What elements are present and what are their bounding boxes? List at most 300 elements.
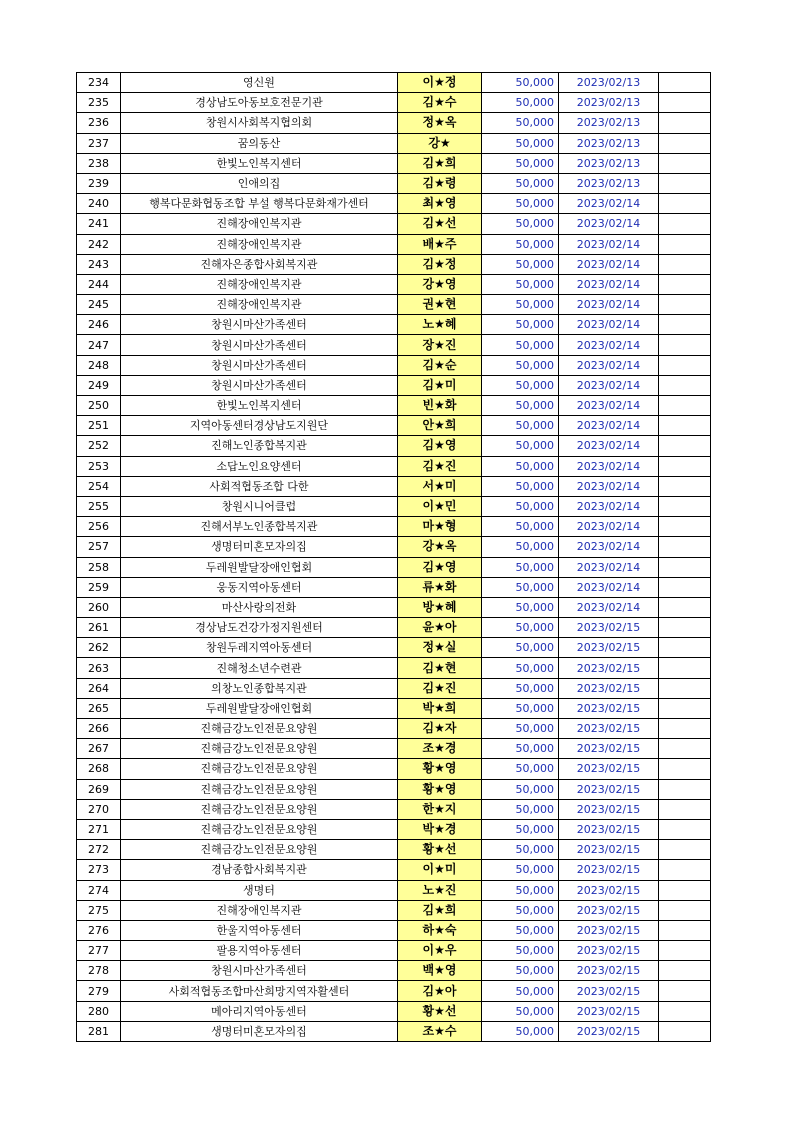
- amount-cell: 50,000: [482, 1021, 559, 1041]
- organization-cell: 진해장애인복지관: [121, 214, 398, 234]
- date-cell: 2023/02/14: [559, 517, 659, 537]
- row-number-cell: 279: [77, 981, 121, 1001]
- amount-cell: 50,000: [482, 315, 559, 335]
- row-number-cell: 270: [77, 799, 121, 819]
- recipient-name-cell: 김★령: [398, 173, 482, 193]
- blank-cell: [659, 557, 711, 577]
- organization-cell: 소답노인요양센터: [121, 456, 398, 476]
- table-row: [77, 436, 711, 456]
- organization-cell: 한빛노인복지센터: [121, 396, 398, 416]
- amount-cell: 50,000: [482, 375, 559, 395]
- recipient-name-cell: 노★혜: [398, 315, 482, 335]
- organization-cell: 진해서부노인종합복지관: [121, 517, 398, 537]
- table-row: [77, 840, 711, 860]
- table-row: [77, 981, 711, 1001]
- amount-cell: 50,000: [482, 355, 559, 375]
- amount-cell: 50,000: [482, 93, 559, 113]
- recipient-name-cell: 김★선: [398, 214, 482, 234]
- row-number-cell: 272: [77, 840, 121, 860]
- amount-cell: 50,000: [482, 396, 559, 416]
- amount-cell: 50,000: [482, 173, 559, 193]
- row-number-cell: 253: [77, 456, 121, 476]
- date-cell: 2023/02/15: [559, 900, 659, 920]
- table-row: [77, 719, 711, 739]
- amount-cell: 50,000: [482, 739, 559, 759]
- blank-cell: [659, 375, 711, 395]
- table-row: [77, 759, 711, 779]
- amount-cell: 50,000: [482, 698, 559, 718]
- donation-table: [76, 72, 711, 1042]
- date-cell: 2023/02/15: [559, 860, 659, 880]
- blank-cell: [659, 295, 711, 315]
- organization-cell: 진해자은종합사회복지관: [121, 254, 398, 274]
- blank-cell: [659, 517, 711, 537]
- blank-cell: [659, 355, 711, 375]
- date-cell: 2023/02/13: [559, 133, 659, 153]
- table-row: [77, 557, 711, 577]
- row-number-cell: 263: [77, 658, 121, 678]
- recipient-name-cell: 김★순: [398, 355, 482, 375]
- recipient-name-cell: 빈★화: [398, 396, 482, 416]
- date-cell: 2023/02/15: [559, 719, 659, 739]
- date-cell: 2023/02/13: [559, 153, 659, 173]
- table-row: [77, 597, 711, 617]
- date-cell: 2023/02/15: [559, 799, 659, 819]
- amount-cell: 50,000: [482, 840, 559, 860]
- table-row: [77, 113, 711, 133]
- date-cell: 2023/02/14: [559, 254, 659, 274]
- amount-cell: 50,000: [482, 113, 559, 133]
- table-row: [77, 133, 711, 153]
- blank-cell: [659, 759, 711, 779]
- date-cell: 2023/02/14: [559, 214, 659, 234]
- date-cell: 2023/02/15: [559, 819, 659, 839]
- date-cell: 2023/02/14: [559, 315, 659, 335]
- date-cell: 2023/02/14: [559, 335, 659, 355]
- row-number-cell: 241: [77, 214, 121, 234]
- table-row: [77, 678, 711, 698]
- blank-cell: [659, 779, 711, 799]
- organization-cell: 영신원: [121, 73, 398, 93]
- row-number-cell: 248: [77, 355, 121, 375]
- date-cell: 2023/02/15: [559, 739, 659, 759]
- row-number-cell: 265: [77, 698, 121, 718]
- table-row: [77, 254, 711, 274]
- recipient-name-cell: 박★희: [398, 698, 482, 718]
- table-row: [77, 355, 711, 375]
- amount-cell: 50,000: [482, 517, 559, 537]
- organization-cell: 지역아동센터경상남도지원단: [121, 416, 398, 436]
- table-row: [77, 1021, 711, 1041]
- table-row: [77, 274, 711, 294]
- recipient-name-cell: 황★영: [398, 779, 482, 799]
- recipient-name-cell: 박★경: [398, 819, 482, 839]
- row-number-cell: 257: [77, 537, 121, 557]
- recipient-name-cell: 이★정: [398, 73, 482, 93]
- recipient-name-cell: 강★영: [398, 274, 482, 294]
- blank-cell: [659, 315, 711, 335]
- date-cell: 2023/02/13: [559, 173, 659, 193]
- amount-cell: 50,000: [482, 900, 559, 920]
- blank-cell: [659, 416, 711, 436]
- recipient-name-cell: 서★미: [398, 476, 482, 496]
- row-number-cell: 243: [77, 254, 121, 274]
- table-row: [77, 941, 711, 961]
- organization-cell: 진해장애인복지관: [121, 234, 398, 254]
- row-number-cell: 276: [77, 920, 121, 940]
- row-number-cell: 240: [77, 194, 121, 214]
- date-cell: 2023/02/14: [559, 416, 659, 436]
- amount-cell: 50,000: [482, 153, 559, 173]
- recipient-name-cell: 백★영: [398, 961, 482, 981]
- row-number-cell: 260: [77, 597, 121, 617]
- table-row: [77, 375, 711, 395]
- date-cell: 2023/02/14: [559, 355, 659, 375]
- row-number-cell: 242: [77, 234, 121, 254]
- row-number-cell: 278: [77, 961, 121, 981]
- row-number-cell: 266: [77, 719, 121, 739]
- row-number-cell: 259: [77, 577, 121, 597]
- amount-cell: 50,000: [482, 941, 559, 961]
- amount-cell: 50,000: [482, 456, 559, 476]
- table-row: [77, 194, 711, 214]
- blank-cell: [659, 739, 711, 759]
- row-number-cell: 256: [77, 517, 121, 537]
- date-cell: 2023/02/14: [559, 436, 659, 456]
- row-number-cell: 280: [77, 1001, 121, 1021]
- table-row: [77, 396, 711, 416]
- recipient-name-cell: 김★미: [398, 375, 482, 395]
- table-row: [77, 618, 711, 638]
- table-row: [77, 517, 711, 537]
- amount-cell: 50,000: [482, 799, 559, 819]
- amount-cell: 50,000: [482, 436, 559, 456]
- row-number-cell: 258: [77, 557, 121, 577]
- recipient-name-cell: 강★: [398, 133, 482, 153]
- recipient-name-cell: 안★희: [398, 416, 482, 436]
- blank-cell: [659, 496, 711, 516]
- amount-cell: 50,000: [482, 194, 559, 214]
- date-cell: 2023/02/15: [559, 759, 659, 779]
- blank-cell: [659, 840, 711, 860]
- table-row: [77, 698, 711, 718]
- recipient-name-cell: 이★민: [398, 496, 482, 516]
- organization-cell: 창원시마산가족센터: [121, 375, 398, 395]
- amount-cell: 50,000: [482, 133, 559, 153]
- date-cell: 2023/02/13: [559, 73, 659, 93]
- blank-cell: [659, 698, 711, 718]
- organization-cell: 진해청소년수련관: [121, 658, 398, 678]
- organization-cell: 의창노인종합복지관: [121, 678, 398, 698]
- organization-cell: 인애의집: [121, 173, 398, 193]
- blank-cell: [659, 396, 711, 416]
- amount-cell: 50,000: [482, 618, 559, 638]
- recipient-name-cell: 김★영: [398, 436, 482, 456]
- amount-cell: 50,000: [482, 274, 559, 294]
- date-cell: 2023/02/14: [559, 496, 659, 516]
- recipient-name-cell: 김★현: [398, 658, 482, 678]
- organization-cell: 창원시마산가족센터: [121, 315, 398, 335]
- table-row: [77, 799, 711, 819]
- organization-cell: 창원시마산가족센터: [121, 335, 398, 355]
- recipient-name-cell: 장★진: [398, 335, 482, 355]
- row-number-cell: 275: [77, 900, 121, 920]
- date-cell: 2023/02/14: [559, 194, 659, 214]
- recipient-name-cell: 김★희: [398, 900, 482, 920]
- organization-cell: 진해금강노인전문요양원: [121, 840, 398, 860]
- table-row: [77, 73, 711, 93]
- table-row: [77, 577, 711, 597]
- row-number-cell: 251: [77, 416, 121, 436]
- blank-cell: [659, 941, 711, 961]
- organization-cell: 진해금강노인전문요양원: [121, 799, 398, 819]
- table-row: [77, 880, 711, 900]
- organization-cell: 마산사랑의전화: [121, 597, 398, 617]
- recipient-name-cell: 김★자: [398, 719, 482, 739]
- row-number-cell: 274: [77, 880, 121, 900]
- recipient-name-cell: 배★주: [398, 234, 482, 254]
- organization-cell: 진해금강노인전문요양원: [121, 759, 398, 779]
- organization-cell: 두레원발달장애인협회: [121, 557, 398, 577]
- table-row: [77, 739, 711, 759]
- recipient-name-cell: 방★혜: [398, 597, 482, 617]
- recipient-name-cell: 이★미: [398, 860, 482, 880]
- table-row: [77, 476, 711, 496]
- table-row: [77, 819, 711, 839]
- recipient-name-cell: 정★실: [398, 638, 482, 658]
- date-cell: 2023/02/14: [559, 557, 659, 577]
- recipient-name-cell: 김★희: [398, 153, 482, 173]
- blank-cell: [659, 73, 711, 93]
- table-row: [77, 658, 711, 678]
- row-number-cell: 264: [77, 678, 121, 698]
- table-row: [77, 537, 711, 557]
- amount-cell: 50,000: [482, 981, 559, 1001]
- recipient-name-cell: 조★경: [398, 739, 482, 759]
- row-number-cell: 261: [77, 618, 121, 638]
- organization-cell: 한울지역아동센터: [121, 920, 398, 940]
- recipient-name-cell: 마★형: [398, 517, 482, 537]
- recipient-name-cell: 노★진: [398, 880, 482, 900]
- amount-cell: 50,000: [482, 416, 559, 436]
- amount-cell: 50,000: [482, 295, 559, 315]
- organization-cell: 진해금강노인전문요양원: [121, 739, 398, 759]
- date-cell: 2023/02/15: [559, 618, 659, 638]
- amount-cell: 50,000: [482, 476, 559, 496]
- table-row: [77, 335, 711, 355]
- date-cell: 2023/02/14: [559, 375, 659, 395]
- amount-cell: 50,000: [482, 880, 559, 900]
- blank-cell: [659, 1021, 711, 1041]
- amount-cell: 50,000: [482, 214, 559, 234]
- organization-cell: 진해노인종합복지관: [121, 436, 398, 456]
- date-cell: 2023/02/14: [559, 476, 659, 496]
- recipient-name-cell: 김★정: [398, 254, 482, 274]
- row-number-cell: 235: [77, 93, 121, 113]
- organization-cell: 꿈의동산: [121, 133, 398, 153]
- amount-cell: 50,000: [482, 597, 559, 617]
- blank-cell: [659, 194, 711, 214]
- date-cell: 2023/02/14: [559, 274, 659, 294]
- date-cell: 2023/02/14: [559, 295, 659, 315]
- amount-cell: 50,000: [482, 719, 559, 739]
- recipient-name-cell: 김★수: [398, 93, 482, 113]
- date-cell: 2023/02/15: [559, 941, 659, 961]
- table-row: [77, 638, 711, 658]
- table-row: [77, 93, 711, 113]
- row-number-cell: 268: [77, 759, 121, 779]
- table-row: [77, 173, 711, 193]
- amount-cell: 50,000: [482, 537, 559, 557]
- blank-cell: [659, 214, 711, 234]
- blank-cell: [659, 93, 711, 113]
- recipient-name-cell: 하★숙: [398, 920, 482, 940]
- date-cell: 2023/02/15: [559, 880, 659, 900]
- row-number-cell: 238: [77, 153, 121, 173]
- table-row: [77, 214, 711, 234]
- table-row: [77, 961, 711, 981]
- blank-cell: [659, 819, 711, 839]
- table-row: [77, 234, 711, 254]
- row-number-cell: 271: [77, 819, 121, 839]
- amount-cell: 50,000: [482, 557, 559, 577]
- blank-cell: [659, 638, 711, 658]
- row-number-cell: 281: [77, 1021, 121, 1041]
- row-number-cell: 262: [77, 638, 121, 658]
- blank-cell: [659, 900, 711, 920]
- date-cell: 2023/02/15: [559, 698, 659, 718]
- date-cell: 2023/02/14: [559, 234, 659, 254]
- organization-cell: 경상남도아동보호전문기관: [121, 93, 398, 113]
- date-cell: 2023/02/15: [559, 840, 659, 860]
- blank-cell: [659, 597, 711, 617]
- recipient-name-cell: 김★영: [398, 557, 482, 577]
- blank-cell: [659, 678, 711, 698]
- recipient-name-cell: 황★선: [398, 840, 482, 860]
- amount-cell: 50,000: [482, 638, 559, 658]
- organization-cell: 경상남도건강가정지원센터: [121, 618, 398, 638]
- table-row: [77, 153, 711, 173]
- blank-cell: [659, 658, 711, 678]
- blank-cell: [659, 860, 711, 880]
- recipient-name-cell: 김★진: [398, 456, 482, 476]
- table-row: [77, 295, 711, 315]
- recipient-name-cell: 강★옥: [398, 537, 482, 557]
- amount-cell: 50,000: [482, 254, 559, 274]
- table-row: [77, 1001, 711, 1021]
- organization-cell: 창원두레지역아동센터: [121, 638, 398, 658]
- row-number-cell: 236: [77, 113, 121, 133]
- row-number-cell: 255: [77, 496, 121, 516]
- table-row: [77, 496, 711, 516]
- amount-cell: 50,000: [482, 335, 559, 355]
- date-cell: 2023/02/15: [559, 981, 659, 1001]
- table-row: [77, 779, 711, 799]
- row-number-cell: 273: [77, 860, 121, 880]
- recipient-name-cell: 류★화: [398, 577, 482, 597]
- row-number-cell: 237: [77, 133, 121, 153]
- amount-cell: 50,000: [482, 234, 559, 254]
- organization-cell: 창원시마산가족센터: [121, 355, 398, 375]
- blank-cell: [659, 981, 711, 1001]
- amount-cell: 50,000: [482, 961, 559, 981]
- blank-cell: [659, 476, 711, 496]
- recipient-name-cell: 이★우: [398, 941, 482, 961]
- recipient-name-cell: 김★진: [398, 678, 482, 698]
- date-cell: 2023/02/15: [559, 1021, 659, 1041]
- date-cell: 2023/02/15: [559, 1001, 659, 1021]
- recipient-name-cell: 황★선: [398, 1001, 482, 1021]
- recipient-name-cell: 조★수: [398, 1021, 482, 1041]
- date-cell: 2023/02/13: [559, 113, 659, 133]
- recipient-name-cell: 한★지: [398, 799, 482, 819]
- blank-cell: [659, 456, 711, 476]
- blank-cell: [659, 254, 711, 274]
- blank-cell: [659, 719, 711, 739]
- amount-cell: 50,000: [482, 678, 559, 698]
- blank-cell: [659, 153, 711, 173]
- blank-cell: [659, 1001, 711, 1021]
- organization-cell: 진해장애인복지관: [121, 900, 398, 920]
- organization-cell: 사회적협동조합마산희망지역자활센터: [121, 981, 398, 1001]
- blank-cell: [659, 173, 711, 193]
- amount-cell: 50,000: [482, 1001, 559, 1021]
- table-body: [77, 73, 711, 1042]
- organization-cell: 경남종합사회복지관: [121, 860, 398, 880]
- row-number-cell: 254: [77, 476, 121, 496]
- table-row: [77, 315, 711, 335]
- recipient-name-cell: 윤★아: [398, 618, 482, 638]
- organization-cell: 창원시니어클럽: [121, 496, 398, 516]
- row-number-cell: 252: [77, 436, 121, 456]
- recipient-name-cell: 권★현: [398, 295, 482, 315]
- organization-cell: 진해금강노인전문요양원: [121, 719, 398, 739]
- amount-cell: 50,000: [482, 860, 559, 880]
- row-number-cell: 239: [77, 173, 121, 193]
- amount-cell: 50,000: [482, 73, 559, 93]
- blank-cell: [659, 234, 711, 254]
- organization-cell: 생명터: [121, 880, 398, 900]
- table-row: [77, 416, 711, 436]
- amount-cell: 50,000: [482, 759, 559, 779]
- organization-cell: 메아리지역아동센터: [121, 1001, 398, 1021]
- blank-cell: [659, 961, 711, 981]
- organization-cell: 진해금강노인전문요양원: [121, 819, 398, 839]
- blank-cell: [659, 133, 711, 153]
- blank-cell: [659, 436, 711, 456]
- recipient-name-cell: 김★아: [398, 981, 482, 1001]
- amount-cell: 50,000: [482, 779, 559, 799]
- organization-cell: 한빛노인복지센터: [121, 153, 398, 173]
- organization-cell: 창원시사회복지협의회: [121, 113, 398, 133]
- blank-cell: [659, 113, 711, 133]
- amount-cell: 50,000: [482, 577, 559, 597]
- date-cell: 2023/02/14: [559, 396, 659, 416]
- organization-cell: 창원시마산가족센터: [121, 961, 398, 981]
- date-cell: 2023/02/15: [559, 678, 659, 698]
- organization-cell: 생명터미혼모자의집: [121, 537, 398, 557]
- amount-cell: 50,000: [482, 658, 559, 678]
- date-cell: 2023/02/14: [559, 537, 659, 557]
- row-number-cell: 247: [77, 335, 121, 355]
- organization-cell: 두레원발달장애인협회: [121, 698, 398, 718]
- date-cell: 2023/02/15: [559, 779, 659, 799]
- date-cell: 2023/02/13: [559, 93, 659, 113]
- date-cell: 2023/02/14: [559, 597, 659, 617]
- date-cell: 2023/02/15: [559, 961, 659, 981]
- blank-cell: [659, 799, 711, 819]
- blank-cell: [659, 920, 711, 940]
